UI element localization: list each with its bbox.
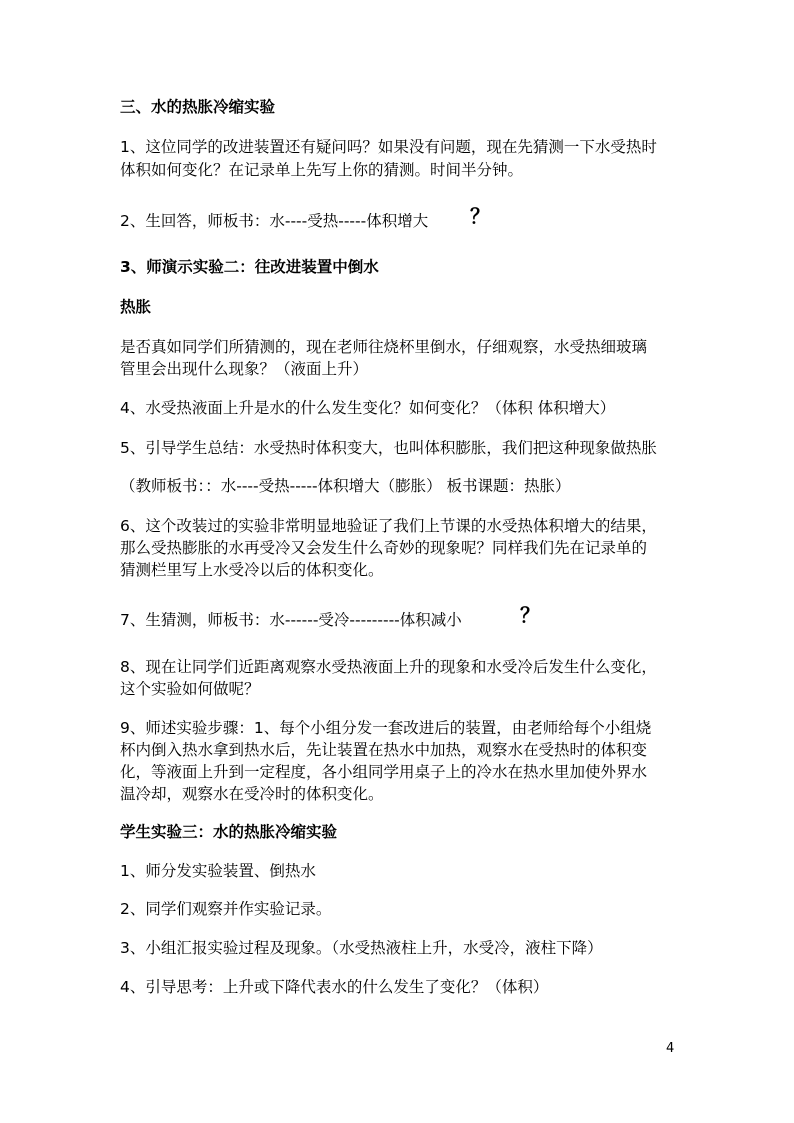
step-4: 4、引导思考：上升或下降代表水的什么发生了变化？（体积） xyxy=(120,978,549,996)
paragraph-2: 2、生回答，师板书：水----受热-----体积增大 xyxy=(120,212,429,230)
paragraph-11-line-4: 温冷却，观察水在受冷时的体积变化。 xyxy=(120,785,384,803)
paragraph-8-line-3: 猜测栏里写上水受冷以后的体积变化。 xyxy=(120,561,384,579)
paragraph-10-line-1: 8、现在让同学们近距离观察水受热液面上升的现象和水受冷后发生什么变化， xyxy=(120,658,657,676)
page-number: 4 xyxy=(666,1041,675,1056)
paragraph-4-line-1: 是否真如同学们所猜测的，现在老师往烧杯里倒水，仔细观察，水受热细玻璃 xyxy=(120,338,648,356)
paragraph-7: （教师板书：：水----受热-----体积增大（膨胀） 板书课题：热胀） xyxy=(120,477,571,495)
step-1: 1、师分发实验装置、倒热水 xyxy=(120,862,316,880)
paragraph-8-line-1: 6、这个改装过的实验非常明显地验证了我们上节课的水受热体积增大的结果， xyxy=(120,517,657,535)
section-heading-thermal-expansion: 三、水的热胀冷缩实验 xyxy=(120,98,276,116)
section-heading-student-experiment: 学生实验三：水的热胀冷缩实验 xyxy=(120,823,338,841)
paragraph-11-line-1: 9、师述实验步骤：1、每个小组分发一套改进后的装置，由老师给每个小组烧 xyxy=(120,719,652,737)
step-3: 3、小组汇报实验过程及现象。（水受热液柱上升，水受冷，液柱下降） xyxy=(120,939,603,957)
paragraph-1-line-2: 体积如何变化？在记录单上先写上你的猜测。时间半分钟。 xyxy=(120,161,524,179)
paragraph-6: 5、引导学生总结：水受热时体积变大，也叫体积膨胀，我们把这种现象做热胀 xyxy=(120,439,657,457)
step-2: 2、同学们观察并作实验记录。 xyxy=(120,900,332,918)
paragraph-5: 4、水受热液面上升是水的什么发生变化？如何变化？（体积 体积增大） xyxy=(120,399,616,417)
paragraph-10-line-2: 这个实验如何做呢？ xyxy=(120,680,260,698)
paragraph-4-line-2: 管里会出现什么现象？（液面上升） xyxy=(120,360,369,378)
paragraph-3: 3、师演示实验二：往改进装置中倒水 xyxy=(120,258,379,276)
question-mark-1: ？ xyxy=(470,204,490,228)
paragraph-1-line-1: 1、这位同学的改进装置还有疑问吗？如果没有问题，现在先猜测一下水受热时 xyxy=(120,138,657,156)
paragraph-8-line-2: 那么受热膨胀的水再受冷又会发生什么奇妙的现象呢？同样我们先在记录单的 xyxy=(120,539,648,557)
paragraph-11-line-3: 化，等液面上升到一定程度，各小组同学用桌子上的冷水在热水里加使外界水 xyxy=(120,763,648,781)
subheading-heat-expansion: 热胀 xyxy=(120,298,152,316)
paragraph-9: 7、生猜测，师板书：水------受冷---------体积减小 xyxy=(120,611,462,629)
paragraph-11-line-2: 杯内倒入热水拿到热水后，先让装置在热水中加热，观察水在受热时的体积变 xyxy=(120,741,648,759)
question-mark-2: ？ xyxy=(520,603,540,627)
